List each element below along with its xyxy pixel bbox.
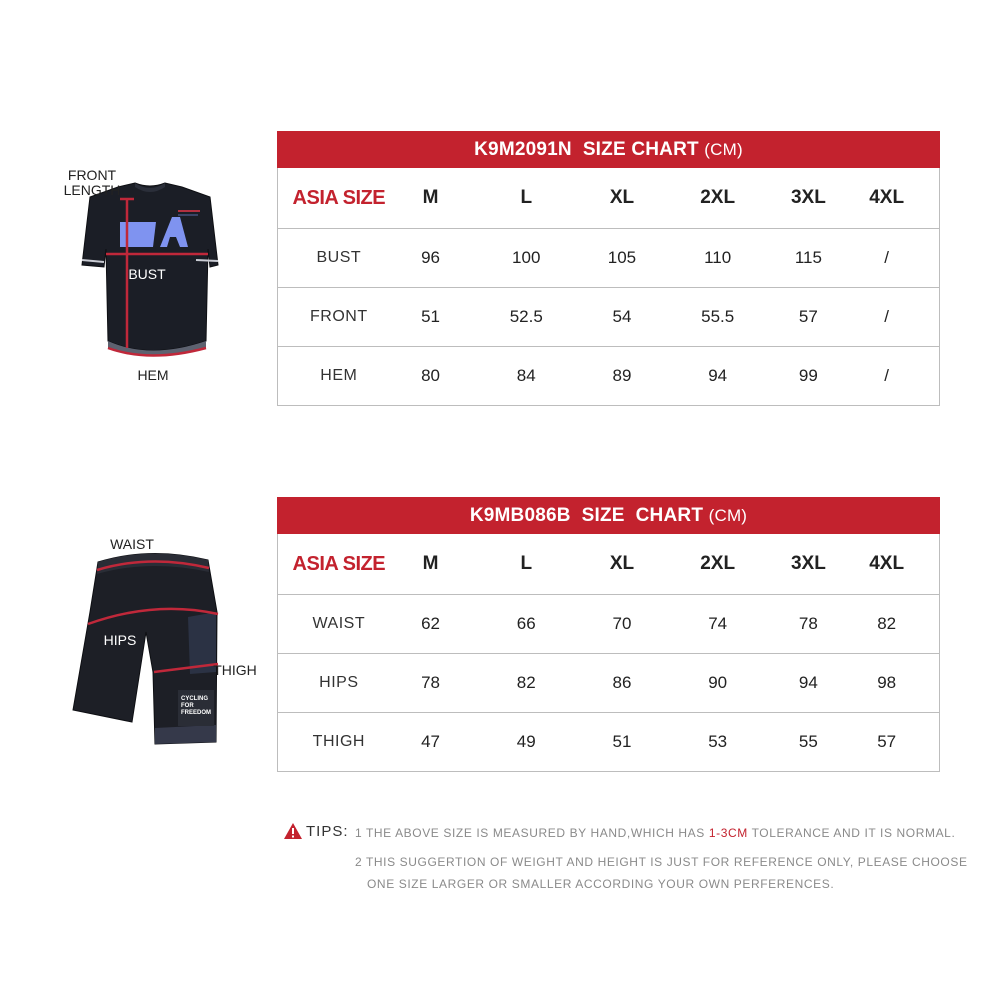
table-cell: 115	[794, 248, 822, 267]
table-cell: /	[884, 307, 890, 326]
table-cell: 55	[798, 732, 818, 751]
table-cell: 84	[516, 366, 536, 385]
jersey-model: K9M2091N	[474, 139, 572, 160]
header-cell: 2XL	[700, 553, 736, 574]
header-cell: L	[520, 187, 533, 208]
table-cell: 80	[421, 366, 440, 385]
table-header-row	[278, 168, 939, 228]
header-cell: 4XL	[869, 553, 905, 574]
table-cell: 89	[612, 366, 632, 385]
warning-icon	[283, 822, 303, 840]
jersey-size-chart	[277, 131, 940, 406]
table-row	[278, 653, 939, 712]
bust-label: BUST	[128, 266, 166, 282]
header-cell: 3XL	[790, 553, 826, 574]
waist-label: WAIST	[110, 536, 154, 552]
tip-2-line-1: 2 THIS SUGGERTION OF WEIGHT AND HEIGHT IS JUST FOR REFERENCE ONLY, PLEASE CHOOSE	[355, 855, 968, 869]
table-cell: 110	[704, 248, 732, 267]
tips-heading	[283, 822, 349, 840]
shorts-title-unit: (CM)	[708, 506, 748, 525]
header-cell: M	[422, 187, 439, 208]
row-label: BUST	[316, 249, 362, 266]
header-cell: L	[520, 553, 533, 574]
shorts-print-text: CYCLING	[181, 696, 208, 702]
table-cell: 66	[516, 614, 536, 633]
tip-1-text: 1 THE ABOVE SIZE IS MEASURED BY HAND,WHICH HAS	[355, 826, 709, 840]
table-cell: 70	[612, 614, 632, 633]
table-cell: /	[884, 248, 890, 267]
header-cell: 4XL	[869, 187, 905, 208]
table-cell: 53	[708, 732, 728, 751]
hem-label: HEM	[137, 367, 169, 383]
table-row	[278, 228, 939, 287]
header-cell: M	[422, 553, 439, 574]
table-cell: 49	[516, 732, 536, 751]
table-cell: 82	[877, 614, 897, 633]
table-cell: 94	[798, 673, 818, 692]
table-row	[278, 287, 939, 346]
jersey-figure	[60, 165, 240, 390]
shorts-illustration	[60, 532, 260, 752]
table-header-row	[278, 534, 939, 594]
table-cell: 51	[612, 732, 632, 751]
row-label: HEM	[320, 367, 358, 384]
table-cell: 74	[708, 614, 728, 633]
table-cell: /	[884, 366, 890, 385]
table-cell: 94	[708, 366, 728, 385]
shorts-figure	[60, 532, 260, 752]
shorts-size-chart	[277, 497, 940, 772]
hips-label: HIPS	[103, 632, 137, 648]
table-row	[278, 346, 939, 405]
front-length-label-line1: FRONT	[67, 167, 117, 183]
table-cell: 52.5	[509, 307, 543, 326]
table-cell: 96	[421, 248, 440, 267]
row-label: HIPS	[319, 674, 359, 691]
table-cell: 47	[421, 732, 440, 751]
table-cell: 51	[421, 307, 440, 326]
shorts-chart-title	[277, 497, 940, 534]
tip-1-text-end: TOLERANCE AND IT IS NORMAL.	[747, 826, 956, 840]
table-cell: 86	[612, 673, 632, 692]
table-cell: 82	[516, 673, 536, 692]
header-cell: 2XL	[700, 187, 736, 208]
shorts-model: K9MB086B	[469, 505, 571, 526]
table-cell: 100	[512, 248, 541, 267]
tip-1	[355, 826, 955, 840]
svg-text:FOR: FOR	[181, 703, 194, 709]
table-row	[278, 712, 939, 771]
header-cell: 3XL	[790, 187, 826, 208]
table-cell: 98	[877, 673, 897, 692]
tip-2-line-2: ONE SIZE LARGER OR SMALLER ACCORDING YOUR OWN PERFERENCES.	[367, 877, 835, 891]
jersey-title-unit: (CM)	[704, 140, 743, 159]
header-cell: ASIA SIZE	[292, 186, 386, 209]
shorts-title-main: SIZE CHART	[581, 505, 704, 526]
table-cell: 57	[877, 732, 897, 751]
tip-1-highlight: 1-3CM	[708, 826, 748, 840]
row-label: FRONT	[310, 308, 368, 325]
jersey-title-main: SIZE CHART	[582, 139, 699, 160]
jersey-chart-title	[277, 131, 940, 168]
table-cell: 55.5	[701, 307, 735, 326]
table-row	[278, 594, 939, 653]
table-cell: 78	[798, 614, 818, 633]
table-cell: 57	[798, 307, 818, 326]
header-cell: ASIA SIZE	[292, 552, 386, 575]
header-cell: XL	[609, 553, 635, 574]
table-cell: 78	[421, 673, 440, 692]
table-cell: 62	[421, 614, 440, 633]
svg-text:FREEDOM: FREEDOM	[181, 710, 211, 716]
header-cell: XL	[609, 187, 635, 208]
row-label: THIGH	[312, 733, 365, 750]
row-label: WAIST	[312, 615, 366, 632]
thigh-label: THIGH	[213, 662, 257, 678]
table-cell: 99	[798, 366, 818, 385]
table-cell: 90	[708, 673, 728, 692]
tips-label: TIPS:	[306, 822, 349, 840]
front-length-label-line2: LENGTH	[63, 182, 121, 198]
table-cell: 54	[612, 307, 632, 326]
table-cell: 105	[607, 248, 637, 267]
